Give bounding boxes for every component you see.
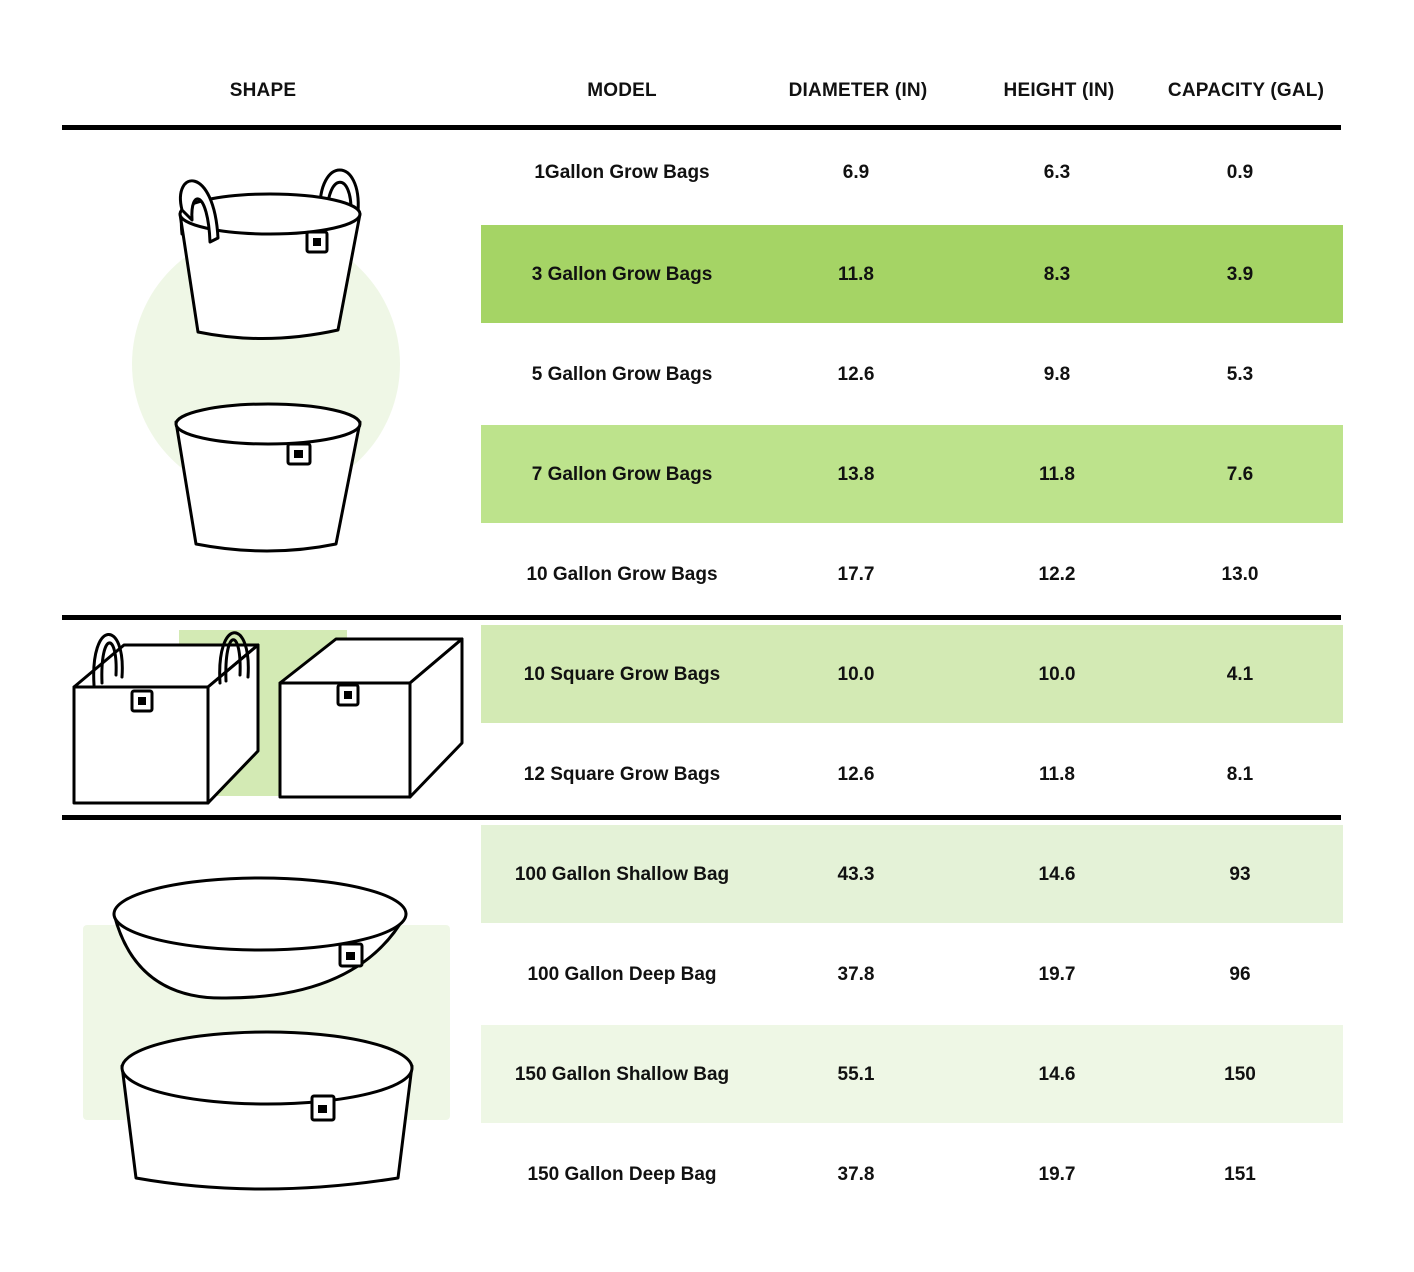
cell-capacity: 5.3 — [1226, 364, 1254, 385]
cell-capacity: 151 — [1224, 1164, 1256, 1185]
header-shape: SHAPE — [229, 80, 297, 101]
cell-model: 10 Gallon Grow Bags — [526, 564, 718, 585]
cell-capacity: 150 — [1224, 1064, 1256, 1085]
cell-diameter: 17.7 — [837, 564, 875, 585]
cell-diameter: 11.8 — [838, 264, 874, 285]
cell-diameter: 43.3 — [837, 864, 875, 885]
cell-model: 12 Square Grow Bags — [523, 764, 721, 785]
cell-capacity: 13.0 — [1221, 564, 1259, 585]
cell-model: 100 Gallon Shallow Bag — [514, 864, 730, 885]
cell-height: 6.3 — [1043, 162, 1071, 183]
header-capacity: CAPACITY (GAL) — [1167, 80, 1325, 101]
cell-model: 10 Square Grow Bags — [523, 664, 721, 685]
cell-diameter: 12.6 — [837, 764, 875, 785]
cell-capacity: 8.1 — [1226, 764, 1254, 785]
cell-height: 12.2 — [1038, 564, 1076, 585]
cell-model: 5 Gallon Grow Bags — [531, 364, 713, 385]
cell-height: 11.8 — [1039, 464, 1075, 485]
cell-diameter: 37.8 — [837, 1164, 875, 1185]
cell-height: 8.3 — [1043, 264, 1071, 285]
cell-height: 19.7 — [1038, 1164, 1076, 1185]
cell-height: 14.6 — [1038, 1064, 1076, 1085]
group-divider-2 — [62, 815, 1341, 820]
cell-diameter: 6.9 — [842, 162, 870, 183]
cell-height: 10.0 — [1038, 664, 1076, 685]
cell-height: 14.6 — [1038, 864, 1076, 885]
cell-diameter: 55.1 — [837, 1064, 875, 1085]
header-rule — [62, 125, 1341, 130]
cell-model: 100 Gallon Deep Bag — [527, 964, 717, 985]
cell-diameter: 37.8 — [837, 964, 875, 985]
raised-bed-bag-illustration — [80, 870, 460, 1220]
cell-model: 3 Gallon Grow Bags — [531, 264, 713, 285]
cell-model: 7 Gallon Grow Bags — [531, 464, 713, 485]
header-diameter: DIAMETER (IN) — [788, 80, 928, 101]
group-divider-1 — [62, 615, 1341, 620]
cell-model: 150 Gallon Deep Bag — [527, 1164, 717, 1185]
header-model: MODEL — [587, 80, 657, 101]
round-grow-bag-illustration — [120, 150, 420, 570]
cell-capacity: 93 — [1229, 864, 1251, 885]
cell-diameter: 12.6 — [837, 364, 875, 385]
cell-capacity: 3.9 — [1226, 264, 1254, 285]
cell-capacity: 7.6 — [1226, 464, 1254, 485]
cell-height: 19.7 — [1038, 964, 1076, 985]
cell-capacity: 96 — [1229, 964, 1251, 985]
header-height: HEIGHT (IN) — [1003, 80, 1115, 101]
cell-height: 9.8 — [1043, 364, 1071, 385]
cell-height: 11.8 — [1039, 764, 1075, 785]
cell-capacity: 0.9 — [1226, 162, 1254, 183]
square-grow-bag-illustration — [60, 625, 480, 815]
cell-diameter: 10.0 — [837, 664, 875, 685]
cell-model: 1Gallon Grow Bags — [534, 162, 710, 183]
cell-diameter: 13.8 — [837, 464, 875, 485]
cell-model: 150 Gallon Shallow Bag — [514, 1064, 730, 1085]
cell-capacity: 4.1 — [1226, 664, 1254, 685]
